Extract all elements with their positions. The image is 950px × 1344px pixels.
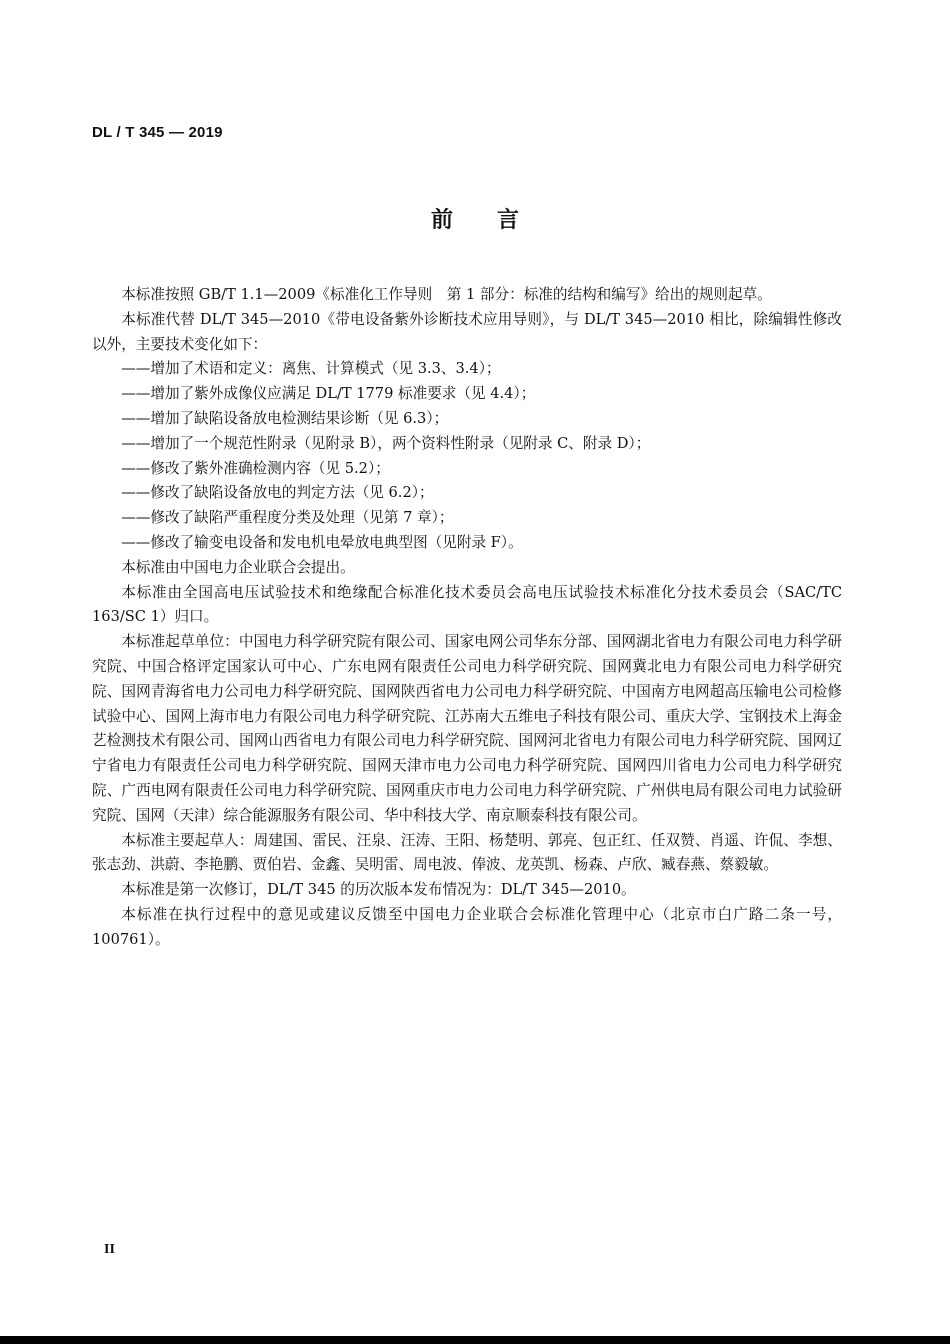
paragraph-drafting-units: 本标准起草单位：中国电力科学研究院有限公司、国家电网公司华东分部、国网湖北省电力有限公司电力科学研究院、中国合格评定国家认可中心、广东电网有限责任公司电力科学研究院、国网冀北电力有限公司电力科学研究院、国网青海省电力公司电力科学研究院、国网陕西省电力公司电力科学研究院、中国南方电网超高压输电公司检修试验中心、国网上海市电力有限公司电力科学研究院、江苏南大五维电子科技有限公司、重庆大学、宝钢技术上海金艺检测技术有限公司、国网山西省电力有限公司电力科学研究院、国网河北省电力有限公司电力科学研究院、国网辽宁省电力有限责任公司电力科学研究院、国网天津市电力公司电力科学研究院、国网四川省电力公司电力科学研究院、广西电网有限责任公司电力科学研究院、国网重庆市电力公司电力科学研究院、广州供电局有限公司电力试验研究院、国网（天津）综合能源服务有限公司、华中科技大学、南京顺泰科技有限公司。 [92, 633, 842, 824]
paragraph-feedback: 本标准在执行过程中的意见或建议反馈至中国电力企业联合会标准化管理中心（北京市白广路二条一号，100761）。 [92, 905, 842, 948]
paragraph-drafting-rules: 本标准按照 GB/T 1.1—2009《标准化工作导则 第 1 部分：标准的结构和编写》给出的规则起草。 [121, 286, 772, 303]
bottom-border [0, 1336, 950, 1344]
paragraph-drafters: 本标准主要起草人：周建国、雷民、汪泉、汪涛、王阳、杨楚明、郭亮、包正红、任双赞、肖遥、许侃、李想、张志劲、洪蔚、李艳鹏、贾伯岩、金鑫、吴明雷、周电波、俸波、龙英凯、杨森、卢欣、臧春燕、蔡毅敏。 [92, 831, 842, 874]
page-number: II [104, 1242, 115, 1257]
change-item: ——增加了缺陷设备放电检测结果诊断（见 6.3）； [121, 409, 449, 427]
paragraph-proposer: 本标准由中国电力企业联合会提出。 [121, 558, 355, 576]
paragraph-revision-history: 本标准是第一次修订，DL/T 345 的历次版本发布情况为：DL/T 345—2010。 [121, 881, 636, 899]
paragraph-replacement: 本标准代替 DL/T 345—2010《带电设备紫外诊断技术应用导则》，与 DL/T 345—2010 相比，除编辑性修改以外，主要技术变化如下： [92, 310, 842, 353]
change-item: ——修改了缺陷设备放电的判定方法（见 6.2）； [121, 484, 434, 502]
change-item: ——修改了紫外准确检测内容（见 5.2）； [121, 459, 390, 477]
change-item: ——修改了缺陷严重程度分类及处理（见第 7 章）； [121, 509, 454, 527]
change-item: ——修改了输变电设备和发电机电晕放电典型图（见附录 F）。 [121, 533, 523, 551]
page-title: 前 言 [430, 208, 519, 233]
change-item: ——增加了紫外成像仪应满足 DL/T 1779 标准要求（见 4.4）； [121, 385, 536, 403]
change-item: ——增加了一个规范性附录（见附录 B），两个资料性附录（见附录 C、附录 D）； [121, 434, 651, 452]
standard-code: DL / T 345 — 2019 [92, 124, 223, 141]
paragraph-technical-committee: 本标准由全国高电压试验技术和绝缘配合标准化技术委员会高电压试验技术标准化分技术委员会（SAC/TC 163/SC 1）归口。 [92, 583, 842, 626]
change-item: ——增加了术语和定义：离焦、计算模式（见 3.3、3.4）； [121, 360, 501, 378]
foreword-body [92, 283, 842, 953]
